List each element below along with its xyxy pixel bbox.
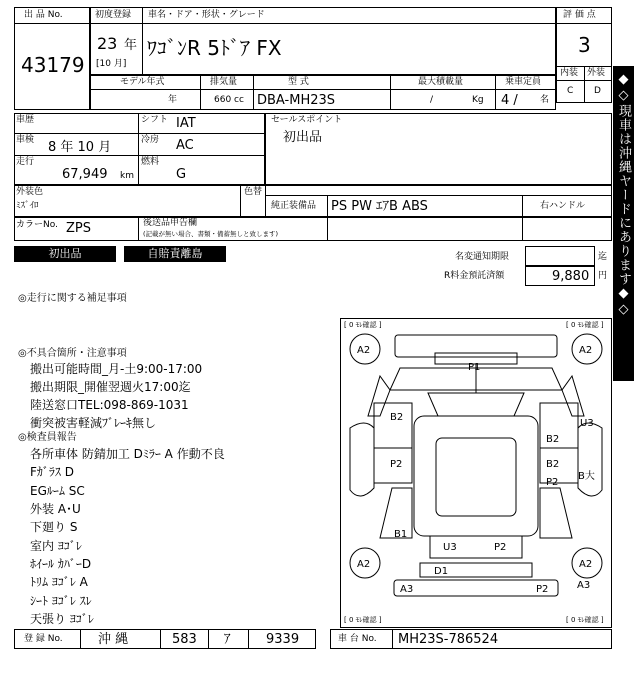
reg-kana: ｱ <box>224 632 231 647</box>
chassis-number: MH23S-786524 <box>398 632 499 647</box>
first-reg-label: 初度登録 <box>95 10 132 20</box>
damage-mark-u3-right: U3 <box>580 418 594 429</box>
damage-mark-b2-right-1: B2 <box>546 434 560 445</box>
exterior-grade: D <box>594 86 601 96</box>
capacity-unit: 名 <box>540 95 550 105</box>
ac-value: AC <box>176 138 194 153</box>
side-banner-text: ◆◇現車は沖縄ヤードにあります◆◇ <box>616 72 631 318</box>
drive-heading: ◎走行に関する補足事項 <box>18 293 127 304</box>
exterior-label: 外装 <box>587 68 606 78</box>
ac-label: 冷房 <box>141 135 160 145</box>
defect-line: 衝突被害軽減ﾌﾞﾚｰｷ無し <box>30 416 157 430</box>
model-year-label: モデル年式 <box>120 77 165 87</box>
after-note: (記載が無い場合、書類・備蓄無しと致します) <box>143 230 279 238</box>
damage-mark-a2-br: A2 <box>579 559 593 570</box>
first-listing-tag: 初出品 <box>14 246 116 262</box>
damage-mark-b2-left: B2 <box>390 412 404 423</box>
shift-value: IAT <box>176 116 196 131</box>
damage-mark-a2-tl: A2 <box>357 345 371 356</box>
fuel-value: G <box>176 167 187 182</box>
handle-value: 右ハンドル <box>540 201 586 211</box>
model-name-label: 車名・ドア・形状・グレード <box>148 10 265 20</box>
first-reg-year: 23 <box>97 34 118 53</box>
chassis-label: 車 台 No. <box>338 634 377 644</box>
color-change-label: 色替 <box>244 187 263 197</box>
inspection-label: 車検 <box>16 135 35 145</box>
odometer-note-tl: [ 0 ﾓﾚ確認 ] <box>344 321 382 329</box>
island-tag: 自賠責離島 <box>124 246 226 262</box>
damage-mark-d1: D1 <box>434 566 449 577</box>
max-load-value: / <box>430 95 434 105</box>
lot-number: 43179 <box>21 53 85 77</box>
model-year-value: 年 <box>168 95 178 105</box>
inspector-line: 下廻り S <box>30 520 78 534</box>
reg-area: 沖 縄 <box>98 632 129 647</box>
mileage-unit: km <box>120 171 134 181</box>
name-change-label: 名変通知期限 <box>455 252 510 262</box>
max-load-unit: Kg <box>472 95 484 105</box>
damage-mark-p2-right: P2 <box>546 477 559 488</box>
inspector-line: 外装 A･U <box>30 502 81 516</box>
inspector-line: Fｶﾞﾗｽ D <box>30 465 74 479</box>
damage-mark-b1: B1 <box>394 529 408 540</box>
odometer-note-bl: [ 0 ﾓﾚ確認 ] <box>344 616 382 624</box>
damage-mark-p2-bottom: P2 <box>494 542 507 553</box>
inspector-heading: ◎検査員報告 <box>18 432 77 443</box>
sales-point-label: セールスポイント <box>271 115 343 125</box>
max-load-label: 最大積載量 <box>418 77 464 87</box>
defect-line: 陸送窓口TEL:098-869-1031 <box>30 398 189 412</box>
inspector-line: 各所車体 防錆加工 Dﾐﾗｰ A 作動不良 <box>30 447 225 461</box>
defect-heading: ◎不具合箇所・注意事項 <box>18 348 127 359</box>
damage-mark-u3-bottom: U3 <box>443 542 457 553</box>
recycle-unit: 円 <box>598 271 608 281</box>
damage-mark-b-large: B大 <box>578 471 595 482</box>
inspection-value: 8 年 10 月 <box>48 140 112 155</box>
defect-line: 搬出期限_開催翌週火17:00迄 <box>30 380 191 394</box>
equipment-value: PS PW ｴｱB ABS <box>331 199 428 214</box>
rating-value: 3 <box>578 33 591 57</box>
recycle-label: R料金預託済額 <box>444 271 505 281</box>
damage-mark-a3-left: A3 <box>400 584 414 595</box>
shift-label: シフト <box>141 115 169 125</box>
damage-mark-a2-bl: A2 <box>357 559 371 570</box>
displacement-value: 660 cc <box>214 95 244 105</box>
capacity-value: 4 / <box>501 93 518 108</box>
reg-number: 9339 <box>266 632 300 647</box>
recycle-value: 9,880 <box>552 269 590 284</box>
damage-mark-p1: P1 <box>468 362 481 373</box>
reg-class: 583 <box>172 632 197 647</box>
type-value: DBA-MH23S <box>257 93 336 108</box>
inspector-line: 室内 ﾖｺﾞﾚ <box>30 539 82 553</box>
rating-label: 評 価 点 <box>563 10 596 20</box>
after-label: 後送品申告欄 <box>143 218 198 228</box>
ext-color-label: 外装色 <box>16 187 44 197</box>
fuel-label: 燃料 <box>141 157 160 167</box>
car-condition-diagram <box>340 318 612 628</box>
mileage-label: 走行 <box>16 157 35 167</box>
defect-line: 搬出可能時間_月-土9:00-17:00 <box>30 362 203 376</box>
damage-mark-b2-right-2: B2 <box>546 459 560 470</box>
displacement-label: 排気量 <box>210 77 238 87</box>
car-name: ﾜｺﾞﾝR 5ﾄﾞｱ FX <box>147 36 282 60</box>
ext-color-value: ﾐｽﾞｲﾛ <box>16 201 39 211</box>
damage-mark-a3-right: A3 <box>577 580 591 591</box>
lot-label: 出 品 No. <box>24 10 63 20</box>
color-no-value: ZPS <box>66 221 91 236</box>
name-change-unit: 迄 <box>598 252 608 262</box>
interior-grade: C <box>567 86 574 96</box>
inspector-line: ｼｰﾄ ﾖｺﾞﾚ ｽﾚ <box>30 594 92 608</box>
odometer-note-tr: [ 0 ﾓﾚ確認 ] <box>566 321 604 329</box>
sales-point-value: 初出品 <box>283 130 323 145</box>
name-change-field <box>525 246 595 266</box>
interior-label: 内装 <box>560 68 579 78</box>
equipment-label: 純正装備品 <box>271 201 317 211</box>
damage-mark-a2-tr: A2 <box>579 345 593 356</box>
inspector-line: 天張り ﾖｺﾞﾚ <box>30 612 94 626</box>
type-label: 型 式 <box>288 77 309 87</box>
reg-label: 登 録 No. <box>24 634 63 644</box>
mileage-value: 67,949 <box>62 167 108 182</box>
color-no-label: カラーNo. <box>16 220 58 230</box>
odometer-note-br: [ 0 ﾓﾚ確認 ] <box>566 616 604 624</box>
first-reg-year-unit: 年 <box>124 38 138 53</box>
inspector-line: ﾎｲｰﾙ ｶﾊﾞｰD <box>30 557 92 571</box>
first-reg-month: [10 月] <box>96 59 127 69</box>
history-label: 車歴 <box>16 115 35 125</box>
capacity-label: 乗車定員 <box>505 77 542 87</box>
inspector-line: EGﾙｰﾑ SC <box>30 484 85 498</box>
damage-mark-p2-left: P2 <box>390 459 403 470</box>
damage-mark-p2-rear: P2 <box>536 584 549 595</box>
inspector-line: ﾄﾘﾑ ﾖｺﾞﾚ A <box>30 575 88 589</box>
